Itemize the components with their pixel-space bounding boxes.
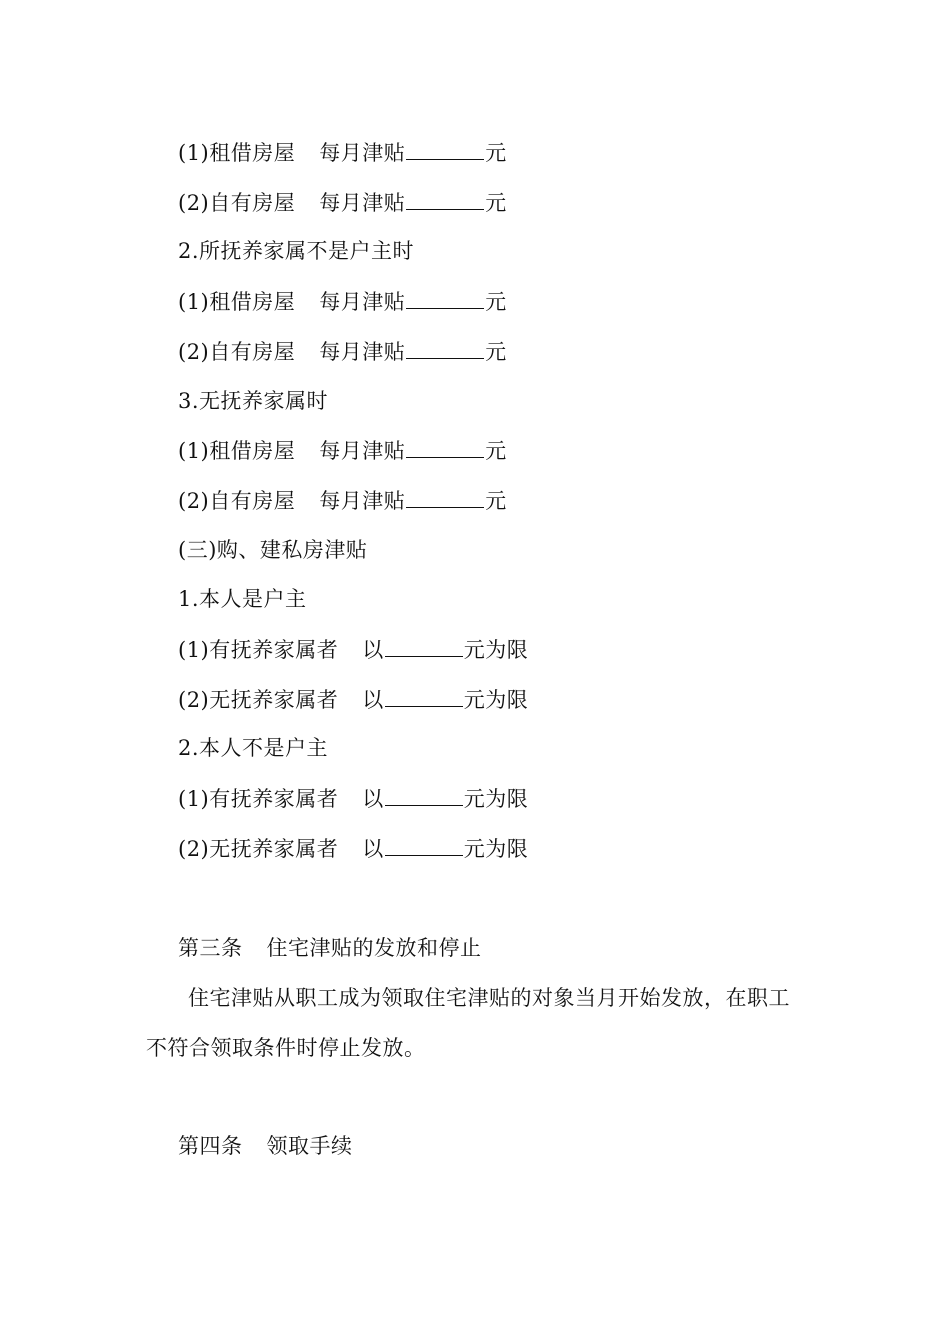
item-middle: 每月津贴 bbox=[319, 191, 406, 215]
allowance-item bbox=[178, 137, 507, 168]
article-body bbox=[146, 973, 796, 1073]
allowance-item bbox=[178, 435, 507, 466]
article-title: 住宅津贴的发放和停止 bbox=[266, 936, 482, 960]
item-label: (2)自有房屋 bbox=[178, 340, 296, 364]
item-unit: 元 bbox=[485, 439, 507, 463]
article-title: 领取手续 bbox=[266, 1134, 353, 1158]
item-middle: 以 bbox=[362, 787, 384, 811]
item-unit: 元 bbox=[485, 340, 507, 364]
fill-blank bbox=[406, 485, 484, 508]
item-middle: 以 bbox=[362, 638, 384, 662]
article-heading bbox=[178, 933, 482, 963]
item-unit: 元 bbox=[485, 191, 507, 215]
item-middle: 每月津贴 bbox=[319, 340, 406, 364]
item-middle: 每月津贴 bbox=[319, 290, 406, 314]
allowance-item bbox=[178, 485, 507, 516]
item-unit: 元为限 bbox=[463, 787, 529, 811]
item-middle: 每月津贴 bbox=[319, 141, 406, 165]
fill-blank bbox=[385, 634, 463, 657]
item-unit: 元为限 bbox=[463, 638, 529, 662]
fill-blank bbox=[406, 336, 484, 359]
item-label: (2)自有房屋 bbox=[178, 191, 296, 215]
fill-blank bbox=[406, 435, 484, 458]
article-body-text: 住宅津贴从职工成为领取住宅津贴的对象当月开始发放，在职工不符合领取条件时停止发放。 bbox=[146, 986, 790, 1060]
item-label: (2)无抚养家属者 bbox=[178, 837, 339, 861]
fill-blank bbox=[406, 137, 484, 160]
item-unit: 元 bbox=[485, 290, 507, 314]
section-title: (三)购、建私房津贴 bbox=[178, 538, 368, 562]
fill-blank bbox=[385, 833, 463, 856]
subsection-title: 1.本人是户主 bbox=[178, 587, 307, 611]
item-unit: 元 bbox=[485, 489, 507, 513]
article-number: 第四条 bbox=[178, 1134, 243, 1158]
item-unit: 元为限 bbox=[463, 688, 529, 712]
fill-blank bbox=[385, 684, 463, 707]
subsection-title: 2.本人不是户主 bbox=[178, 736, 329, 760]
item-middle: 以 bbox=[362, 837, 384, 861]
item-middle: 以 bbox=[362, 688, 384, 712]
allowance-item bbox=[178, 833, 528, 864]
item-label: (1)有抚养家属者 bbox=[178, 787, 339, 811]
allowance-item bbox=[178, 684, 528, 715]
allowance-item bbox=[178, 634, 528, 665]
item-unit: 元为限 bbox=[463, 837, 529, 861]
item-label: (2)自有房屋 bbox=[178, 489, 296, 513]
allowance-item bbox=[178, 336, 507, 367]
item-middle: 每月津贴 bbox=[319, 439, 406, 463]
allowance-item bbox=[178, 783, 528, 814]
item-middle: 每月津贴 bbox=[319, 489, 406, 513]
fill-blank bbox=[406, 187, 484, 210]
subsection-title: 2.所抚养家属不是户主时 bbox=[178, 239, 415, 263]
article-heading bbox=[178, 1131, 353, 1161]
item-label: (1)租借房屋 bbox=[178, 141, 296, 165]
subsection-title: 3.无抚养家属时 bbox=[178, 389, 329, 413]
item-label: (2)无抚养家属者 bbox=[178, 688, 339, 712]
fill-blank bbox=[385, 783, 463, 806]
article-number: 第三条 bbox=[178, 936, 243, 960]
allowance-item bbox=[178, 187, 507, 218]
item-label: (1)租借房屋 bbox=[178, 290, 296, 314]
allowance-item bbox=[178, 286, 507, 317]
fill-blank bbox=[406, 286, 484, 309]
item-unit: 元 bbox=[485, 141, 507, 165]
item-label: (1)有抚养家属者 bbox=[178, 638, 339, 662]
item-label: (1)租借房屋 bbox=[178, 439, 296, 463]
